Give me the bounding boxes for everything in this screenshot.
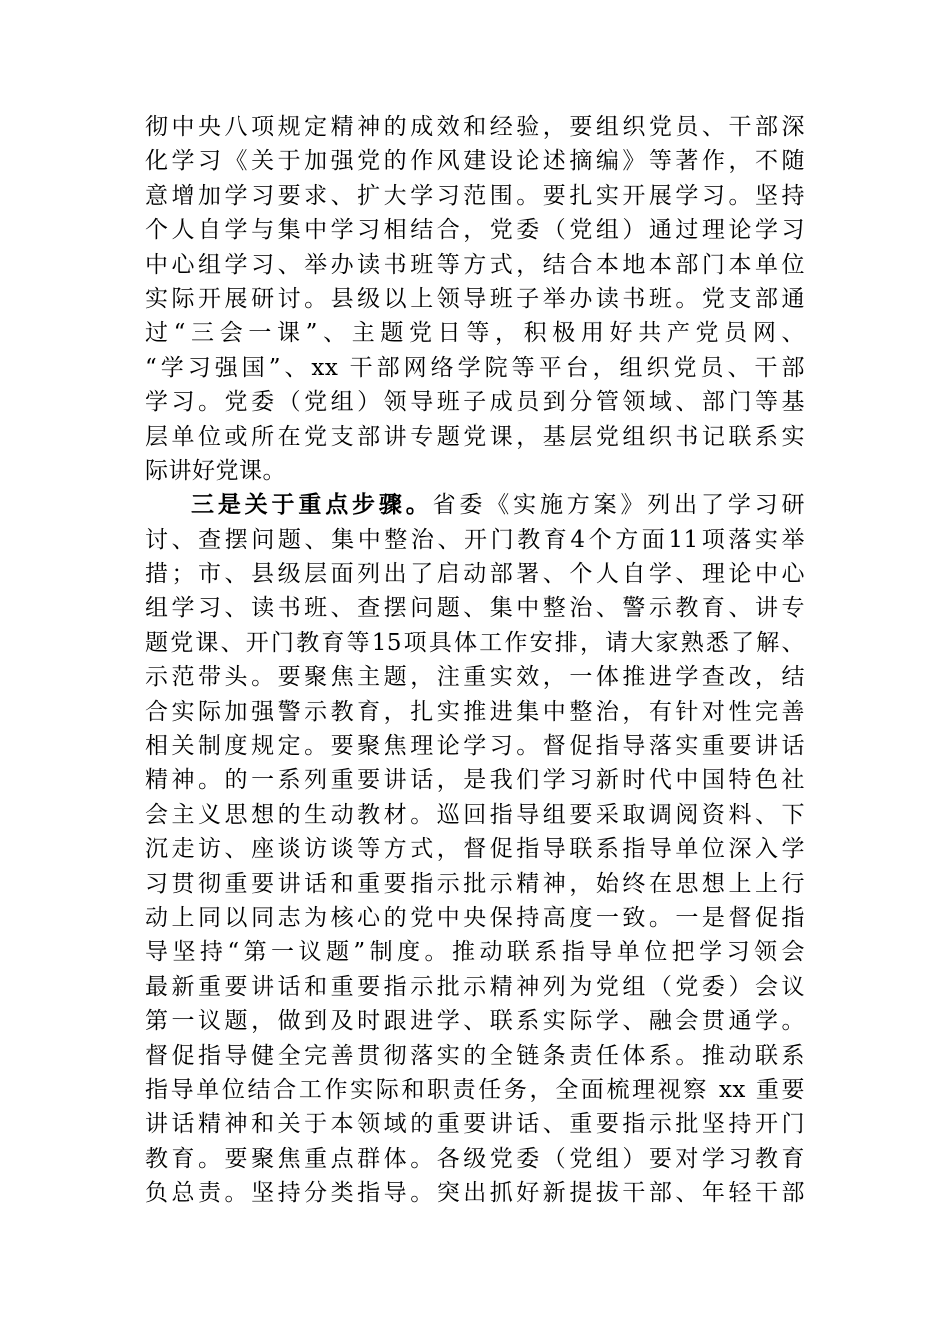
text-line: 意增加学习要求、扩大学习范围。要扎实开展学习。坚持 (145, 182, 805, 209)
section-heading: 三是关于重点步骤。 (191, 491, 433, 519)
text-line: 沉走访、座谈访谈等方式，督促指导联系指导单位深入学 (145, 836, 805, 863)
text-line: 负总责。坚持分类指导。突出抓好新提拔干部、年轻干部 (145, 1180, 805, 1207)
text-line: 题党课、开门教育等15项具体工作安排，请大家熟悉了解、 (145, 629, 805, 656)
heading-line-rest: 省委《实施方案》列出了学习研 (432, 492, 806, 519)
paragraph-2 (145, 488, 805, 1210)
text-line: 精神。的一系列重要讲话，是我们学习新时代中国特色社 (145, 767, 805, 794)
text-line: 动上同以同志为核心的党中央保持高度一致。一是督促指 (145, 904, 805, 931)
text-line: 中心组学习、举办读书班等方式，结合本地本部门本单位 (145, 251, 805, 278)
text-line: 际讲好党课。 (145, 457, 286, 484)
text-line: “学习强国”、xx 干部网络学院等平台，组织党员、干部 (145, 354, 805, 381)
text-line: 过“三会一课”、主题党日等，积极用好共产党员网、 (145, 320, 805, 347)
text-line: 个人自学与集中学习相结合，党委（党组）通过理论学习 (145, 217, 805, 244)
text-line: 组学习、读书班、查摆问题、集中整治、警示教育、讲专 (145, 595, 805, 622)
text-line: 习贯彻重要讲话和重要指示批示精神，始终在思想上上行 (145, 870, 805, 897)
text-line: 措；市、县级层面列出了启动部署、个人自学、理论中心 (145, 561, 805, 588)
text-line: 合实际加强警示教育，扎实推进集中整治，有针对性完善 (145, 698, 805, 725)
document-page (145, 110, 805, 1211)
paragraph-first-line (145, 488, 805, 522)
text-line: 讨、查摆问题、集中整治、开门教育4个方面11项落实举 (145, 526, 805, 553)
text-line: 示范带头。要聚焦主题，注重实效，一体推进学查改，结 (145, 664, 805, 691)
paragraph-1 (145, 110, 805, 488)
text-line: 相关制度规定。要聚焦理论学习。督促指导落实重要讲话 (145, 733, 805, 760)
text-line: 第一议题，做到及时跟进学、联系实际学、融会贯通学。 (145, 1008, 805, 1035)
text-line: 学习。党委（党组）领导班子成员到分管领域、部门等基 (145, 389, 805, 416)
text-line: 化学习《关于加强党的作风建设论述摘编》等著作，不随 (145, 148, 805, 175)
text-line: 指导单位结合工作实际和职责任务，全面梳理视察 xx 重要 (145, 1076, 805, 1103)
text-line: 实际开展研讨。县级以上领导班子举办读书班。党支部通 (145, 285, 805, 312)
text-line: 会主义思想的生动教材。巡回指导组要采取调阅资料、下 (145, 801, 805, 828)
text-line: 层单位或所在党支部讲专题党课，基层党组织书记联系实 (145, 423, 805, 450)
text-line: 督促指导健全完善贯彻落实的全链条责任体系。推动联系 (145, 1042, 805, 1069)
text-line: 导坚持“第一议题”制度。推动联系指导单位把学习领会 (145, 939, 805, 966)
text-line: 彻中央八项规定精神的成效和经验，要组织党员、干部深 (145, 114, 805, 140)
text-line: 最新重要讲话和重要指示批示精神列为党组（党委）会议 (145, 973, 805, 1000)
text-line: 教育。要聚焦重点群体。各级党委（党组）要对学习教育 (145, 1145, 805, 1172)
text-line: 讲话精神和关于本领域的重要讲话、重要指示批坚持开门 (145, 1111, 805, 1138)
